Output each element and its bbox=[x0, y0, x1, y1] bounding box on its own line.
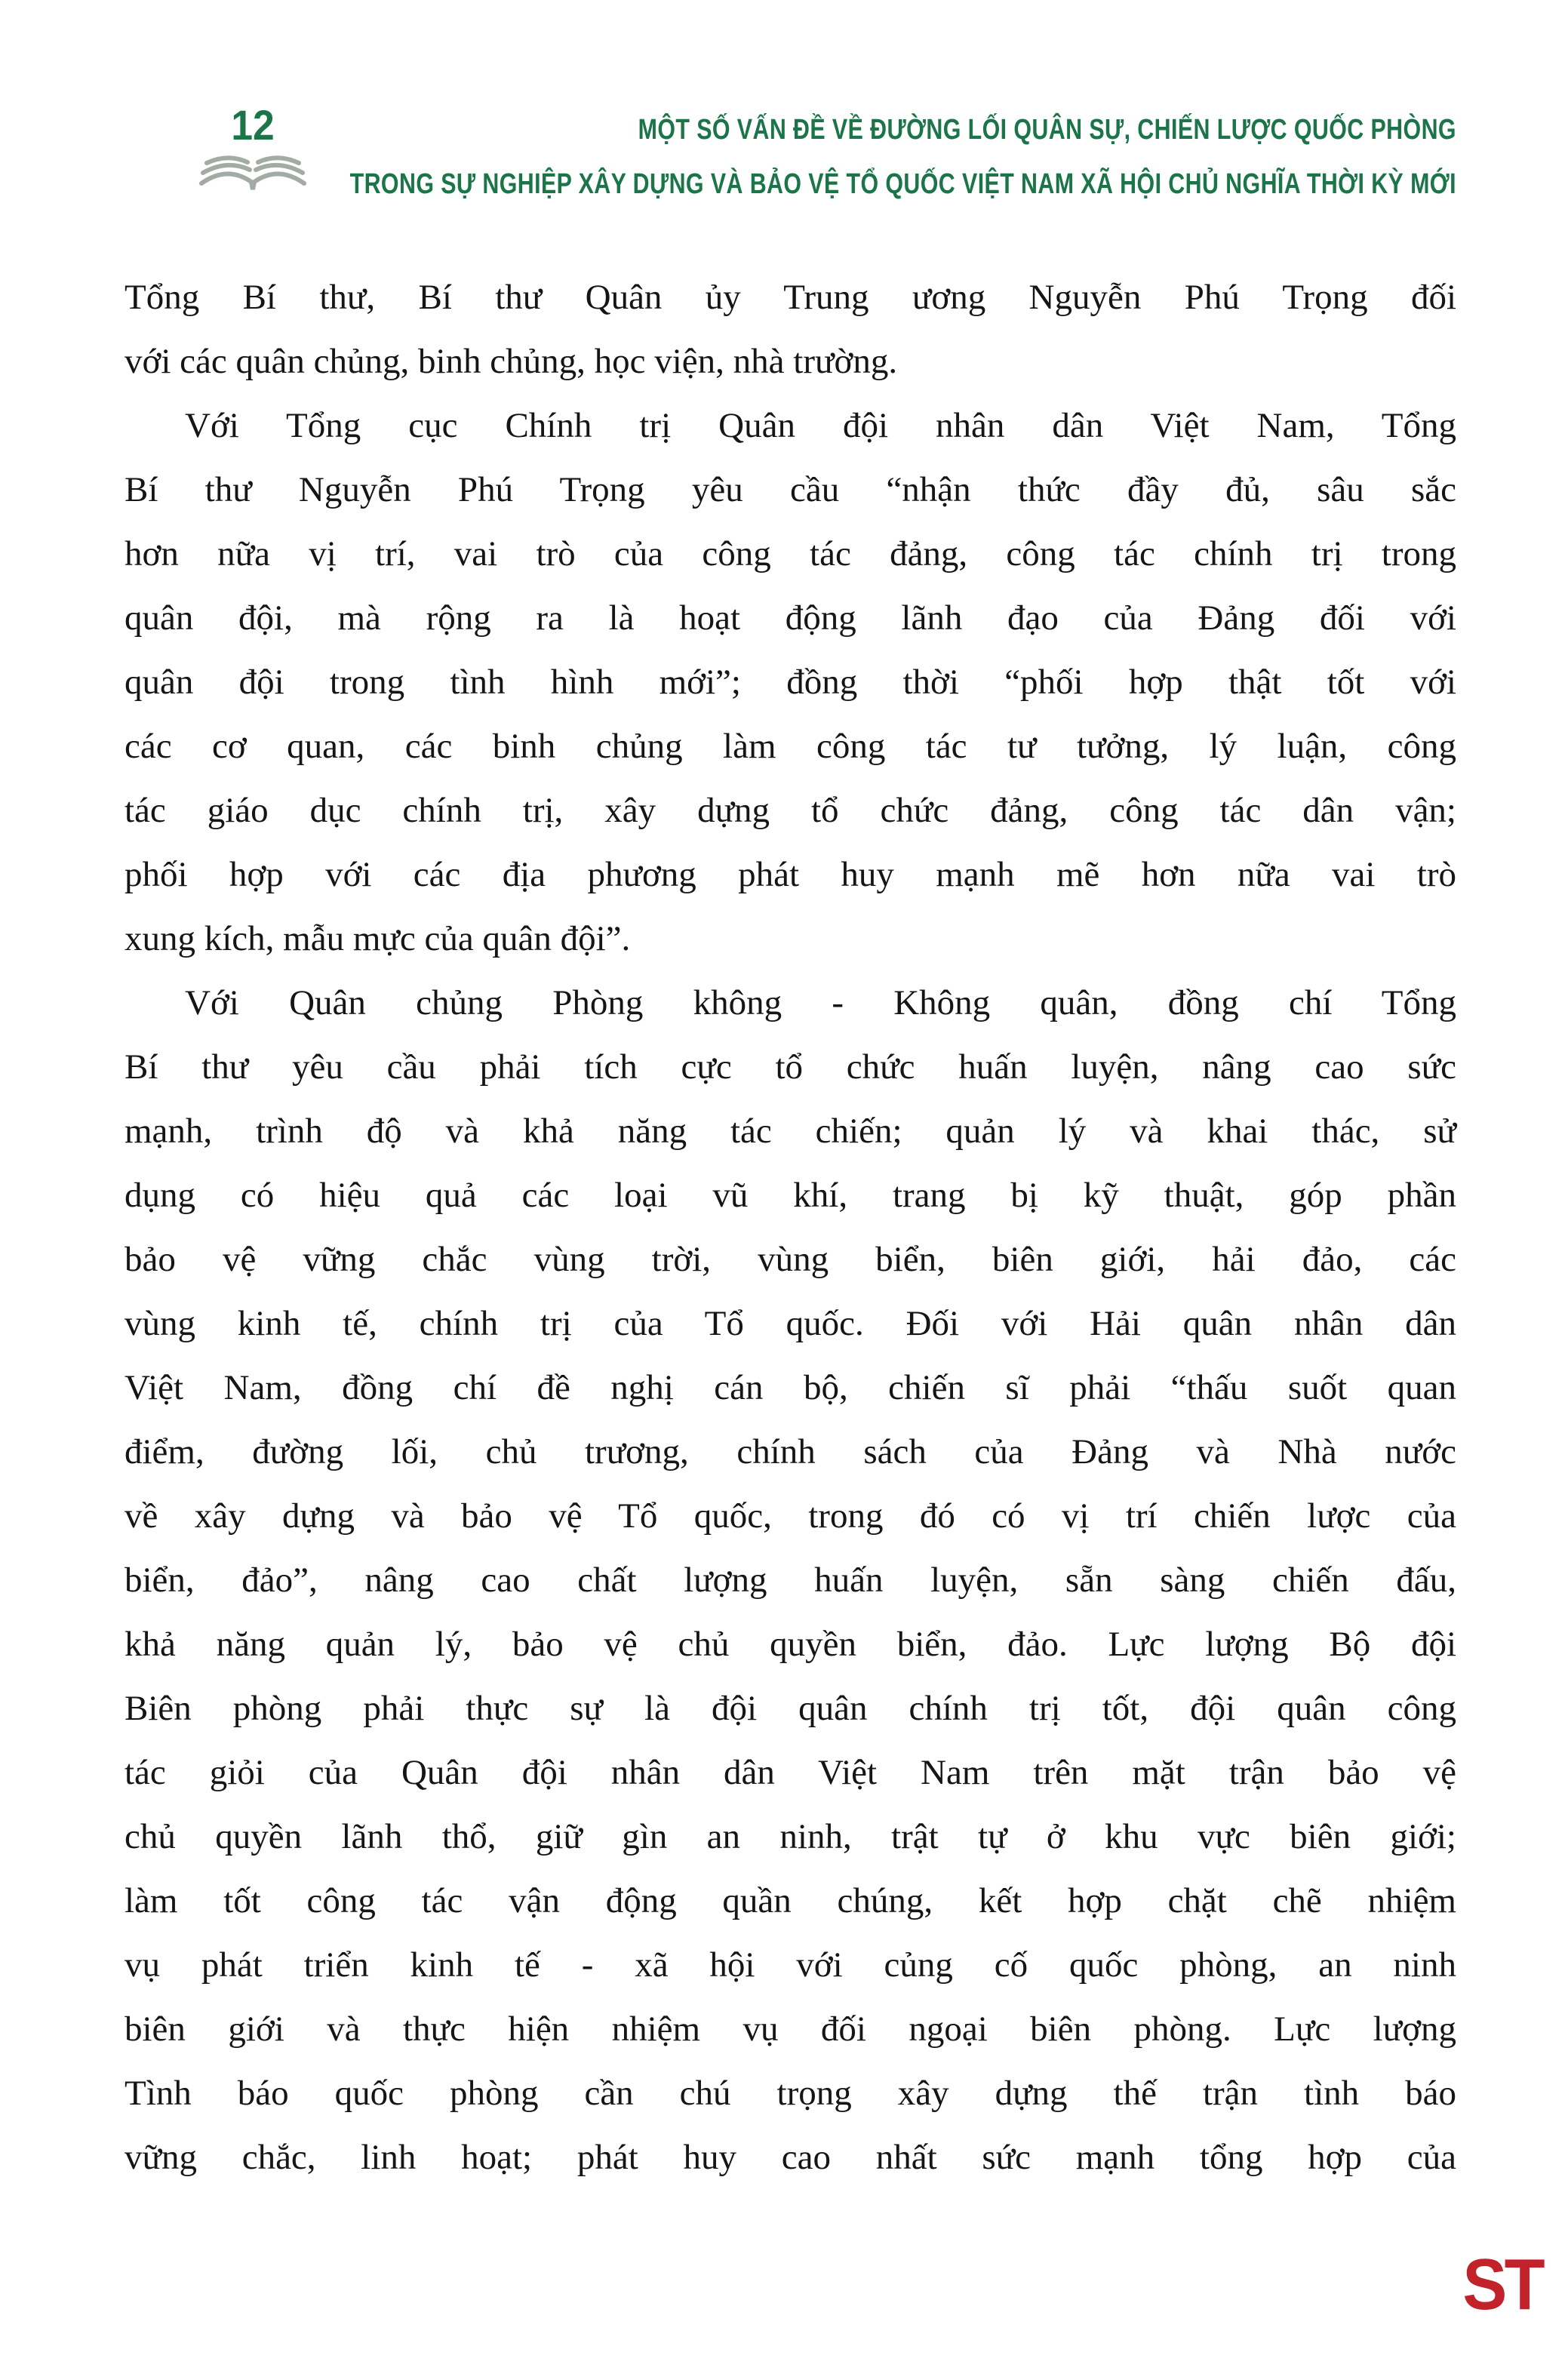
text-line: Bí thư Nguyễn Phú Trọng yêu cầu “nhận thức đầy đủ, sâu sắc bbox=[125, 470, 1456, 509]
text-line: dụng có hiệu quả các loại vũ khí, trang bị kỹ thuật, góp phần bbox=[125, 1176, 1456, 1215]
text-line: các cơ quan, các binh chủng làm công tác tư tưởng, lý luận, công bbox=[125, 727, 1456, 766]
text-line: Biên phòng phải thực sự là đội quân chính trị tốt, đội quân công bbox=[125, 1689, 1456, 1728]
text-line: chủ quyền lãnh thổ, giữ gìn an ninh, trật tự ở khu vực biên giới; bbox=[125, 1817, 1456, 1856]
text-line: với các quân chủng, binh chủng, học viện, nhà trường. bbox=[125, 342, 898, 381]
paragraph bbox=[125, 971, 1456, 2190]
text-line: biên giới và thực hiện nhiệm vụ đối ngoại biên phòng. Lực lượng bbox=[125, 2009, 1456, 2049]
text-line: xung kích, mẫu mực của quân đội”. bbox=[125, 919, 631, 958]
running-title bbox=[73, 103, 1456, 211]
text-line: Với Quân chủng Phòng không - Không quân, đồng chí Tổng bbox=[185, 983, 1456, 1022]
text-line: vững chắc, linh hoạt; phát huy cao nhất sức mạnh tổng hợp của bbox=[125, 2138, 1456, 2177]
text-line: làm tốt công tác vận động quần chúng, kết hợp chặt chẽ nhiệm bbox=[125, 1881, 1456, 1920]
text-line: vùng kinh tế, chính trị của Tổ quốc. Đối với Hải quân nhân dân bbox=[125, 1304, 1456, 1343]
text-line: điểm, đường lối, chủ trương, chính sách của Đảng và Nhà nước bbox=[125, 1432, 1456, 1471]
text-line: Tổng Bí thư, Bí thư Quân ủy Trung ương Nguyễn Phú Trọng đối bbox=[125, 278, 1456, 317]
text-line: Bí thư yêu cầu phải tích cực tổ chức huấn luyện, nâng cao sức bbox=[125, 1047, 1456, 1087]
text-line: tác giáo dục chính trị, xây dựng tổ chức đảng, công tác dân vận; bbox=[125, 791, 1456, 830]
paragraph bbox=[125, 394, 1456, 971]
running-title-line-1: MỘT SỐ VẤN ĐỀ VỀ ĐƯỜNG LỐI QUÂN SỰ, CHIẾN LƯỢC QUỐC PHÒNG bbox=[638, 114, 1456, 146]
paragraph bbox=[125, 266, 1456, 394]
text-line: mạnh, trình độ và khả năng tác chiến; quản lý và khai thác, sử bbox=[125, 1112, 1456, 1151]
page-number: 12 bbox=[231, 101, 275, 149]
text-line: khả năng quản lý, bảo vệ chủ quyền biển, đảo. Lực lượng Bộ đội bbox=[125, 1625, 1456, 1664]
text-line: quân đội, mà rộng ra là hoạt động lãnh đạo của Đảng đối với bbox=[125, 598, 1456, 638]
text-line: biển, đảo”, nâng cao chất lượng huấn luyện, sẵn sàng chiến đấu, bbox=[125, 1561, 1456, 1600]
body-text bbox=[125, 266, 1456, 2190]
text-line: hơn nữa vị trí, vai trò của công tác đảng, công tác chính trị trong bbox=[125, 534, 1456, 573]
text-line: về xây dựng và bảo vệ Tổ quốc, trong đó có vị trí chiến lược của bbox=[125, 1496, 1456, 1536]
text-line: tác giỏi của Quân đội nhân dân Việt Nam trên mặt trận bảo vệ bbox=[125, 1753, 1456, 1792]
text-line: vụ phát triển kinh tế - xã hội với củng cố quốc phòng, an ninh bbox=[125, 1945, 1456, 1985]
st-logo: ST bbox=[1462, 2244, 1542, 2325]
text-line: bảo vệ vững chắc vùng trời, vùng biển, biên giới, hải đảo, các bbox=[125, 1240, 1456, 1279]
running-title-line-2: TRONG SỰ NGHIỆP XÂY DỰNG VÀ BẢO VỆ TỔ QUỐC VIỆT NAM XÃ HỘI CHỦ NGHĨA THỜI KỲ MỚI bbox=[349, 168, 1456, 200]
text-line: phối hợp với các địa phương phát huy mạnh mẽ hơn nữa vai trò bbox=[125, 855, 1456, 894]
text-line: quân đội trong tình hình mới”; đồng thời “phối hợp thật tốt với bbox=[125, 663, 1456, 702]
text-line: Với Tổng cục Chính trị Quân đội nhân dân Việt Nam, Tổng bbox=[185, 406, 1456, 445]
text-line: Tình báo quốc phòng cần chú trọng xây dựng thế trận tình báo bbox=[125, 2074, 1456, 2113]
text-line: Việt Nam, đồng chí đề nghị cán bộ, chiến sĩ phải “thấu suốt quan bbox=[125, 1368, 1456, 1407]
